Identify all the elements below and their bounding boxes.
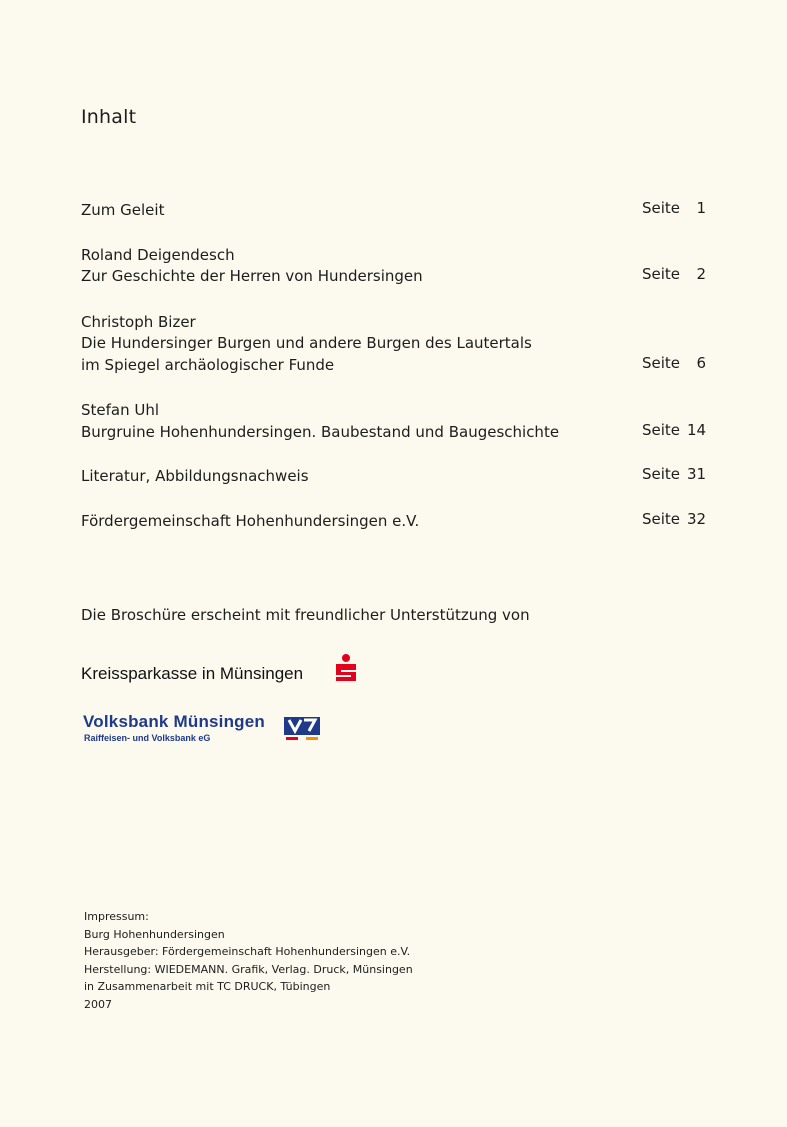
page-title: Inhalt — [81, 106, 137, 128]
sparkasse-logo-icon — [332, 653, 360, 685]
volksbank-logo-icon — [284, 717, 320, 741]
toc-entry-author: Stefan Uhl — [81, 401, 160, 419]
page-number: 31 — [686, 465, 707, 483]
toc-page-ref — [642, 263, 706, 285]
toc-page-ref — [642, 352, 706, 374]
toc-entry-author: Christoph Bizer — [81, 313, 196, 331]
toc-page-ref — [642, 508, 706, 530]
page-label: Seite — [642, 354, 681, 372]
toc-entry-title: Zum Geleit — [81, 201, 165, 219]
imprint-line: Burg Hohenhundersingen — [84, 927, 225, 941]
page-label: Seite — [642, 199, 681, 217]
toc-page-ref — [642, 419, 706, 441]
toc-page-ref — [642, 197, 706, 219]
page-label: Seite — [642, 421, 681, 439]
imprint-line: 2007 — [84, 997, 112, 1011]
toc-page-ref — [642, 463, 706, 485]
imprint-line: in Zusammenarbeit mit TC DRUCK, Tübingen — [84, 980, 331, 993]
toc-entry-title: Burgruine Hohenhundersingen. Baubestand und Baugeschichte — [81, 423, 560, 441]
volksbank-name: Volksbank Münsingen — [83, 712, 266, 731]
page-number: 32 — [686, 510, 707, 528]
page-number: 6 — [696, 354, 707, 372]
toc-entry-title: Die Hundersinger Burgen und andere Burgen des Lautertals — [81, 334, 532, 352]
toc-entry-title: Literatur, Abbildungsnachweis — [81, 467, 309, 485]
imprint-line: Herausgeber: Fördergemeinschaft Hohenhundersingen e.V. — [84, 945, 411, 958]
page-label: Seite — [642, 465, 681, 483]
toc-entry-title: Fördergemeinschaft Hohenhundersingen e.V. — [81, 512, 420, 530]
kreissparkasse-name: Kreissparkasse in Münsingen — [81, 664, 304, 683]
toc-entry-author: Roland Deigendesch — [81, 246, 235, 264]
toc-entry-title: im Spiegel archäologischer Funde — [81, 356, 335, 374]
volksbank-subtitle: Raiffeisen- und Volksbank eG — [84, 733, 211, 743]
support-text: Die Broschüre erscheint mit freundlicher Unterstützung von — [81, 606, 530, 624]
imprint-line: Herstellung: WIEDEMANN. Grafik, Verlag. Druck, Münsingen — [84, 962, 413, 976]
page-label: Seite — [642, 265, 681, 283]
page-number: 1 — [696, 199, 707, 217]
imprint-block — [84, 908, 413, 1013]
toc-entry-title: Zur Geschichte der Herren von Hundersingen — [81, 267, 423, 285]
imprint-line: Impressum: — [84, 910, 149, 923]
page-number: 14 — [686, 421, 707, 439]
page-number: 2 — [696, 265, 707, 283]
page-label: Seite — [642, 510, 681, 528]
